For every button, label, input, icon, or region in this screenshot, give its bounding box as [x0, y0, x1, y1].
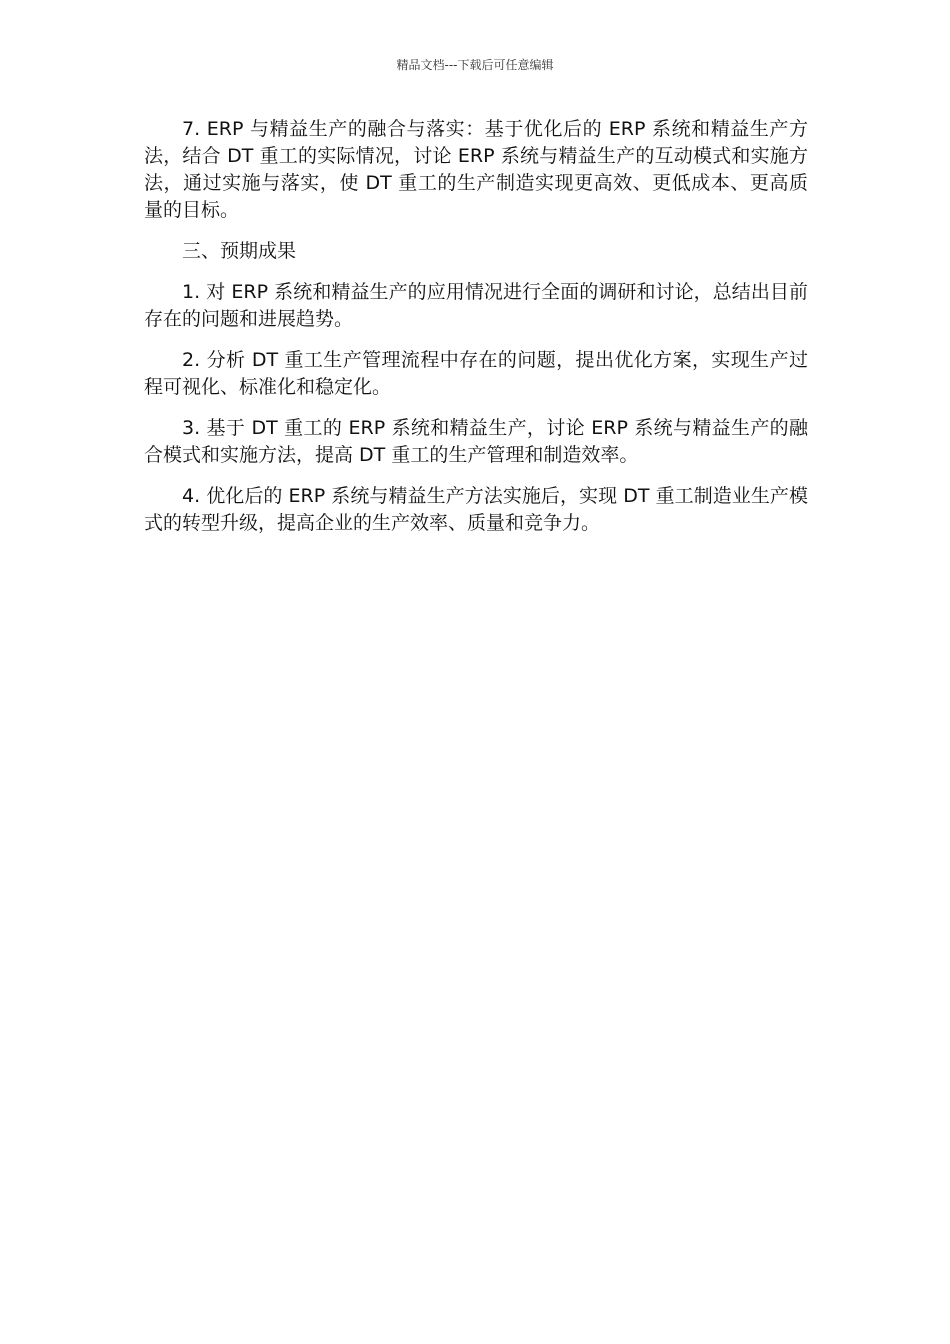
result-item-1: 1. 对 ERP 系统和精益生产的应用情况进行全面的调研和讨论，总结出目前存在的问题和进展趋势。 — [144, 281, 808, 330]
paragraph-7: 7. ERP 与精益生产的融合与落实：基于优化后的 ERP 系统和精益生产方法，结合 DT 重工的实际情况，讨论 ERP 系统与精益生产的互动模式和实施方法，通过实施与落实，使 DT 重工的生产制造实现更高效、更低成本、更高质量的目标。 — [144, 118, 808, 221]
document-body — [144, 116, 808, 551]
section-heading-expected-results: 三、预期成果 — [182, 240, 297, 262]
result-item-3: 3. 基于 DT 重工的 ERP 系统和精益生产，讨论 ERP 系统与精益生产的融合模式和实施方法，提高 DT 重工的生产管理和制造效率。 — [144, 417, 808, 466]
page-header: 精品文档---下载后可任意编辑 — [396, 58, 554, 72]
result-item-2: 2. 分析 DT 重工生产管理流程中存在的问题，提出优化方案，实现生产过程可视化、标准化和稳定化。 — [144, 349, 808, 398]
result-item-4: 4. 优化后的 ERP 系统与精益生产方法实施后，实现 DT 重工制造业生产模式的转型升级，提高企业的生产效率、质量和竞争力。 — [144, 485, 808, 534]
